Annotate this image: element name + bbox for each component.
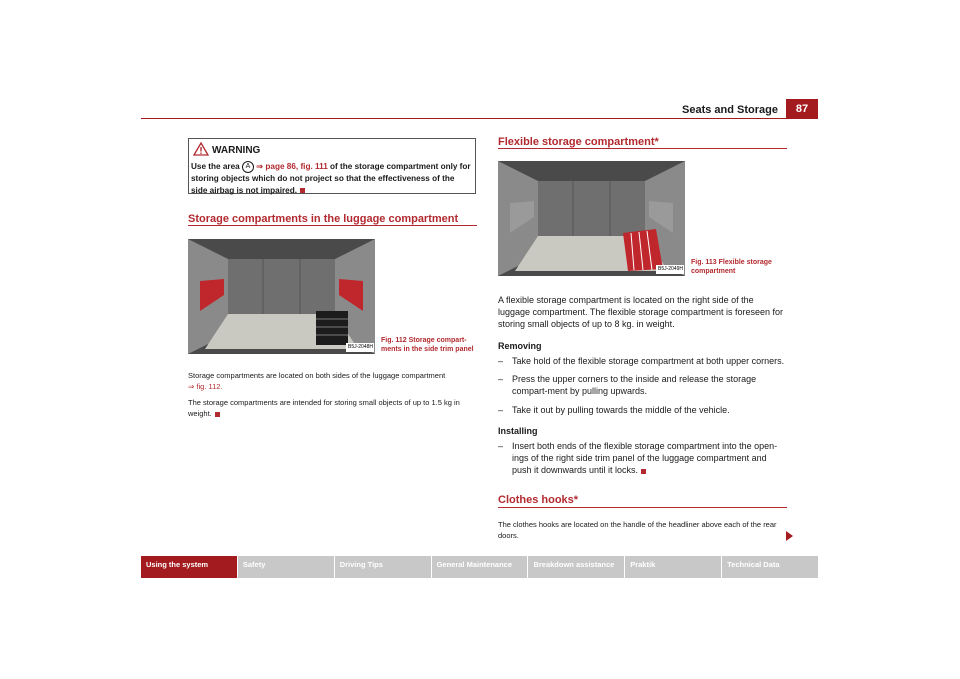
figure-112-caption: Fig. 112 Storage compart-ments in the side trim panel: [381, 337, 474, 353]
flexible-compartment-illustration: [498, 161, 685, 276]
footer-tab-breakdown-assistance[interactable]: Breakdown assistance: [528, 556, 625, 578]
running-header-title: Seats and Storage: [682, 104, 778, 116]
paragraph-text: The storage compartments are intended for storing small objects of up to 1.5 kg in weight.: [188, 398, 460, 418]
footer-nav: [141, 556, 818, 578]
step-text: Press the upper corners to the inside and release the storage compart-ment by pulling upwards.: [512, 374, 757, 397]
footer-tab-driving-tips[interactable]: Driving Tips: [335, 556, 432, 578]
section-divider: [498, 148, 787, 149]
end-marker-icon: [641, 469, 646, 474]
warning-heading: WARNING: [212, 145, 261, 156]
footer-tab-safety[interactable]: Safety: [238, 556, 335, 578]
list-item: – Take hold of the flexible storage compartment at both upper corners.: [498, 356, 785, 366]
step-text: Take hold of the flexible storage compartment at both upper corners.: [512, 356, 785, 366]
luggage-compartment-illustration: [188, 239, 375, 354]
header-divider: [141, 118, 818, 119]
page-number: 87: [786, 99, 818, 119]
footer-tab-using-the-system[interactable]: Using the system: [141, 556, 238, 578]
storage-paragraph-2: [188, 397, 478, 419]
footer-tab-praktik[interactable]: Praktik: [625, 556, 722, 578]
removing-heading: Removing: [498, 341, 542, 351]
list-item: – Insert both ends of the flexible storage compartment into the open-ings of the right side trim panel of the luggage compartment and push it downwards until it locks.: [498, 441, 778, 476]
figure-113-image: [498, 161, 685, 276]
next-page-arrow-icon[interactable]: [786, 531, 793, 541]
storage-paragraph-1: [188, 370, 478, 392]
list-item: – Take it out by pulling towards the middle of the vehicle.: [498, 404, 730, 415]
footer-tab-technical-data[interactable]: Technical Data: [727, 560, 780, 569]
footer-tab-general-maintenance[interactable]: General Maintenance: [432, 556, 529, 578]
section-title-flexible-storage: Flexible storage compartment*: [498, 136, 659, 148]
installing-steps-list: [498, 440, 788, 477]
list-item: – Press the upper corners to the inside and release the storage compart-ment by pulling upwards.: [498, 373, 788, 397]
end-marker-icon: [300, 188, 305, 193]
clothes-hooks-text: The clothes hooks are located on the handle of the headliner above each of the rear doors.: [498, 520, 777, 540]
paragraph-text: Storage compartments are located on both sides of the luggage compartment: [188, 371, 446, 380]
warning-text: [191, 161, 471, 196]
warning-triangle-icon: [193, 142, 209, 156]
step-text: Take it out by pulling towards the middle of the vehicle.: [512, 404, 730, 415]
removing-steps-list: [498, 355, 788, 416]
section-title-storage-compartments: Storage compartments in the luggage compartment: [188, 213, 459, 225]
section-divider: [498, 507, 787, 508]
figure-112-reference-link[interactable]: ⇒ fig. 112.: [188, 382, 223, 391]
figure-code: B5J-2048H: [348, 344, 374, 350]
warning-text-start: Use the area: [191, 162, 240, 172]
figure-112-image: [188, 239, 375, 354]
warning-text-end: of the storage compartment only for storing objects which do not project so that the effectiveness of the side airbag is not impaired.: [191, 162, 471, 195]
warning-reference-link[interactable]: ⇒ page 86, fig. 111: [256, 162, 328, 172]
section-divider: [188, 225, 477, 226]
installing-heading: Installing: [498, 426, 538, 436]
flexible-intro-paragraph: A flexible storage compartment is located on the right side of the luggage compartment. The flexible storage compartment is foreseen for storing small objects of up to 8 kg. in weight.: [498, 295, 783, 330]
figure-code: B5J-2049H: [658, 266, 684, 272]
figure-113-caption: Fig. 113 Flexible storage compartment: [691, 259, 772, 275]
step-text: Insert both ends of the flexible storage compartment into the open-ings of the right side trim panel of the luggage compartment and push it downwards until it locks.: [512, 441, 778, 476]
section-title-clothes-hooks: Clothes hooks*: [498, 494, 579, 506]
area-marker: A: [242, 161, 254, 173]
end-marker-icon: [215, 412, 220, 417]
